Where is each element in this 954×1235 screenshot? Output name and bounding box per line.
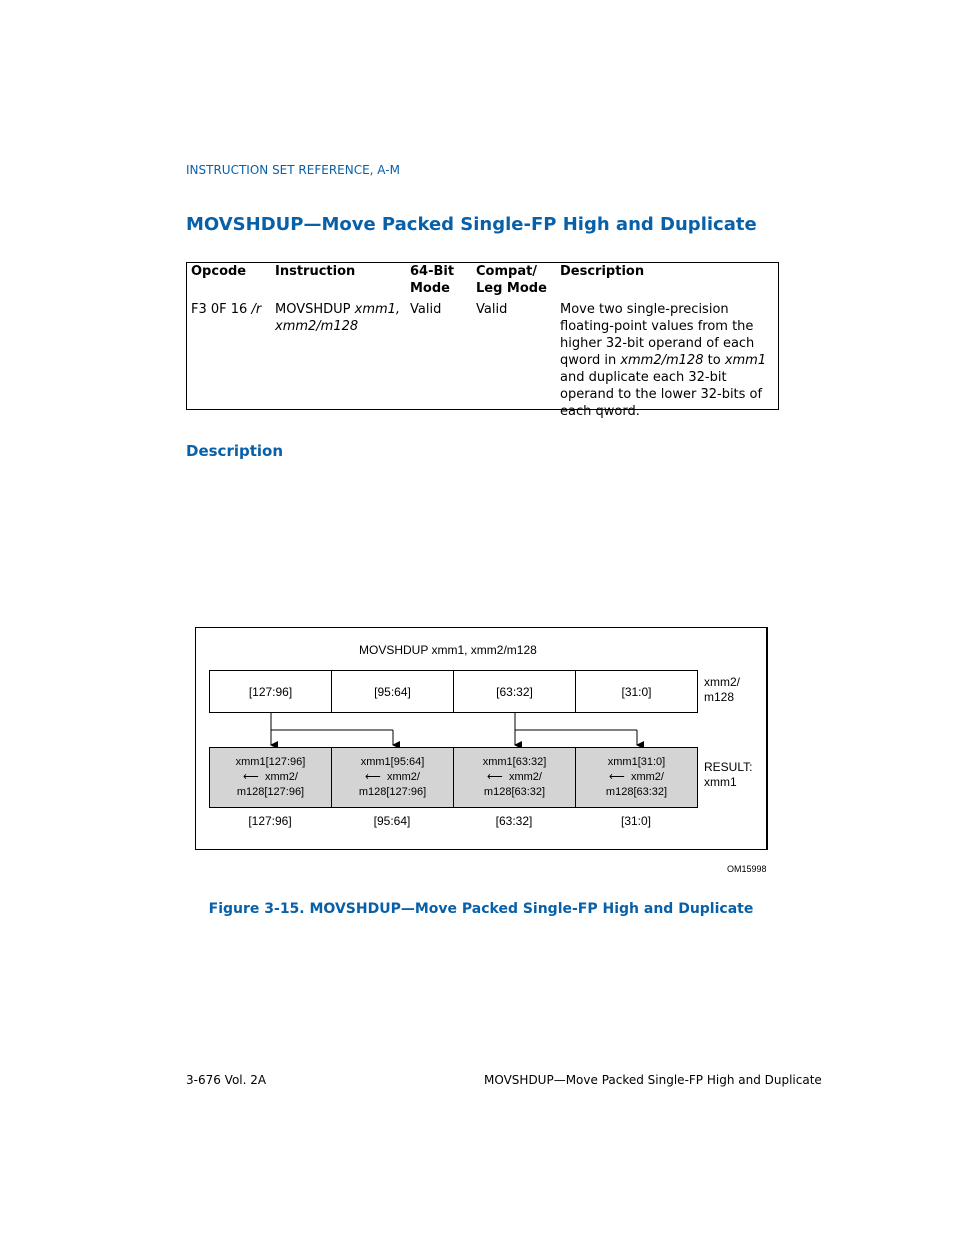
- instruction-operand2: xmm2/m128: [275, 319, 359, 334]
- result-cell: [209, 747, 332, 808]
- desc-src: xmm2/m128: [620, 353, 704, 368]
- desc-dst: xmm1: [724, 353, 767, 368]
- description-cell: [560, 301, 776, 420]
- figure-movshdup: [195, 627, 768, 850]
- instruction-operand1: xmm1,: [354, 302, 401, 317]
- left-arrow-icon: ⟵: [243, 771, 259, 783]
- opcode-suffix: /r: [251, 302, 262, 317]
- page-title: MOVSHDUP—Move Packed Single-FP High and Duplicate: [186, 214, 757, 235]
- col-header-64bit-line1: 64-Bit: [410, 264, 455, 279]
- instruction-mnemonic: MOVSHDUP: [275, 302, 355, 317]
- opcode-table: [186, 262, 779, 419]
- bit-range-label: [63:32]: [495, 814, 533, 828]
- section-heading-description: Description: [186, 442, 284, 460]
- result-cell-line2: ⟵ xmm2/: [609, 771, 664, 783]
- opcode-cell: [191, 301, 261, 318]
- result-cell: [331, 747, 454, 808]
- instruction-cell: [275, 301, 400, 335]
- bit-range-label: [31:0]: [620, 814, 652, 828]
- bit-range-label: [95:64]: [373, 814, 411, 828]
- desc-part1: Move two single-precision floating-point values from the higher 32-bit operand of each qword in: [560, 302, 755, 368]
- col-header-64bit-line2: Mode: [410, 281, 450, 296]
- left-arrow-icon: ⟵: [487, 771, 503, 783]
- running-head: INSTRUCTION SET REFERENCE, A-M: [186, 163, 400, 177]
- result-cell-line2: ⟵ xmm2/: [487, 771, 542, 783]
- result-cell-line2: ⟵ xmm2/: [365, 771, 420, 783]
- col-header-compat-line2: Leg Mode: [476, 281, 547, 296]
- result-cell-line2: ⟵ xmm2/: [243, 771, 298, 783]
- col-header-64bit-mode: [410, 263, 454, 297]
- footer-title: MOVSHDUP—Move Packed Single-FP High and Duplicate: [484, 1073, 822, 1087]
- result-cell-line3: m128[127:96]: [358, 786, 427, 798]
- result-cell-line3: m128[127:96]: [236, 786, 305, 798]
- result-label-line1: RESULT:: [704, 760, 753, 774]
- source-label-line2: m128: [704, 690, 735, 704]
- compat-cell: Valid: [476, 302, 508, 317]
- result-cell-line3: m128[63:32]: [605, 786, 668, 798]
- result-label-line2: xmm1: [704, 775, 737, 789]
- figure-title: MOVSHDUP xmm1, xmm2/m128: [359, 643, 537, 657]
- col-header-compat-mode: [476, 263, 547, 297]
- desc-to: to: [703, 353, 725, 368]
- col-header-opcode: Opcode: [191, 264, 247, 279]
- bit-range-label: [127:96]: [248, 814, 292, 828]
- result-cell-line1: xmm1[31:0]: [607, 756, 666, 768]
- desc-part2: and duplicate each 32-bit operand to the lower 32-bits of each qword.: [560, 370, 763, 419]
- result-operand-label: [704, 760, 752, 790]
- result-cell-line1: xmm1[63:32]: [482, 756, 547, 768]
- col-header-description: Description: [560, 264, 645, 279]
- result-cell: [575, 747, 698, 808]
- source-cell-label: [63:32]: [496, 684, 533, 699]
- source-cell-label: [127:96]: [248, 684, 293, 699]
- left-arrow-icon: ⟵: [365, 771, 381, 783]
- source-label-line1: xmm2/: [704, 675, 740, 689]
- source-cell-label: [31:0]: [621, 684, 652, 699]
- result-cell-line1: xmm1[127:96]: [235, 756, 306, 768]
- figure-id: OM15998: [727, 864, 767, 874]
- opcode-prefix: F3 0F 16: [191, 302, 252, 317]
- result-cell-line3: m128[63:32]: [483, 786, 546, 798]
- footer-page-number: 3-676 Vol. 2A: [186, 1073, 267, 1087]
- source-cell-label: [95:64]: [374, 684, 411, 699]
- col-header-compat-line1: Compat/: [476, 264, 538, 279]
- mode64-cell: Valid: [410, 302, 442, 317]
- left-arrow-icon: ⟵: [609, 771, 625, 783]
- result-cell-line1: xmm1[95:64]: [360, 756, 425, 768]
- result-cell: [453, 747, 576, 808]
- figure-caption: Figure 3-15. MOVSHDUP—Move Packed Single-FP High and Duplicate: [208, 901, 754, 917]
- col-header-instruction: Instruction: [275, 264, 356, 279]
